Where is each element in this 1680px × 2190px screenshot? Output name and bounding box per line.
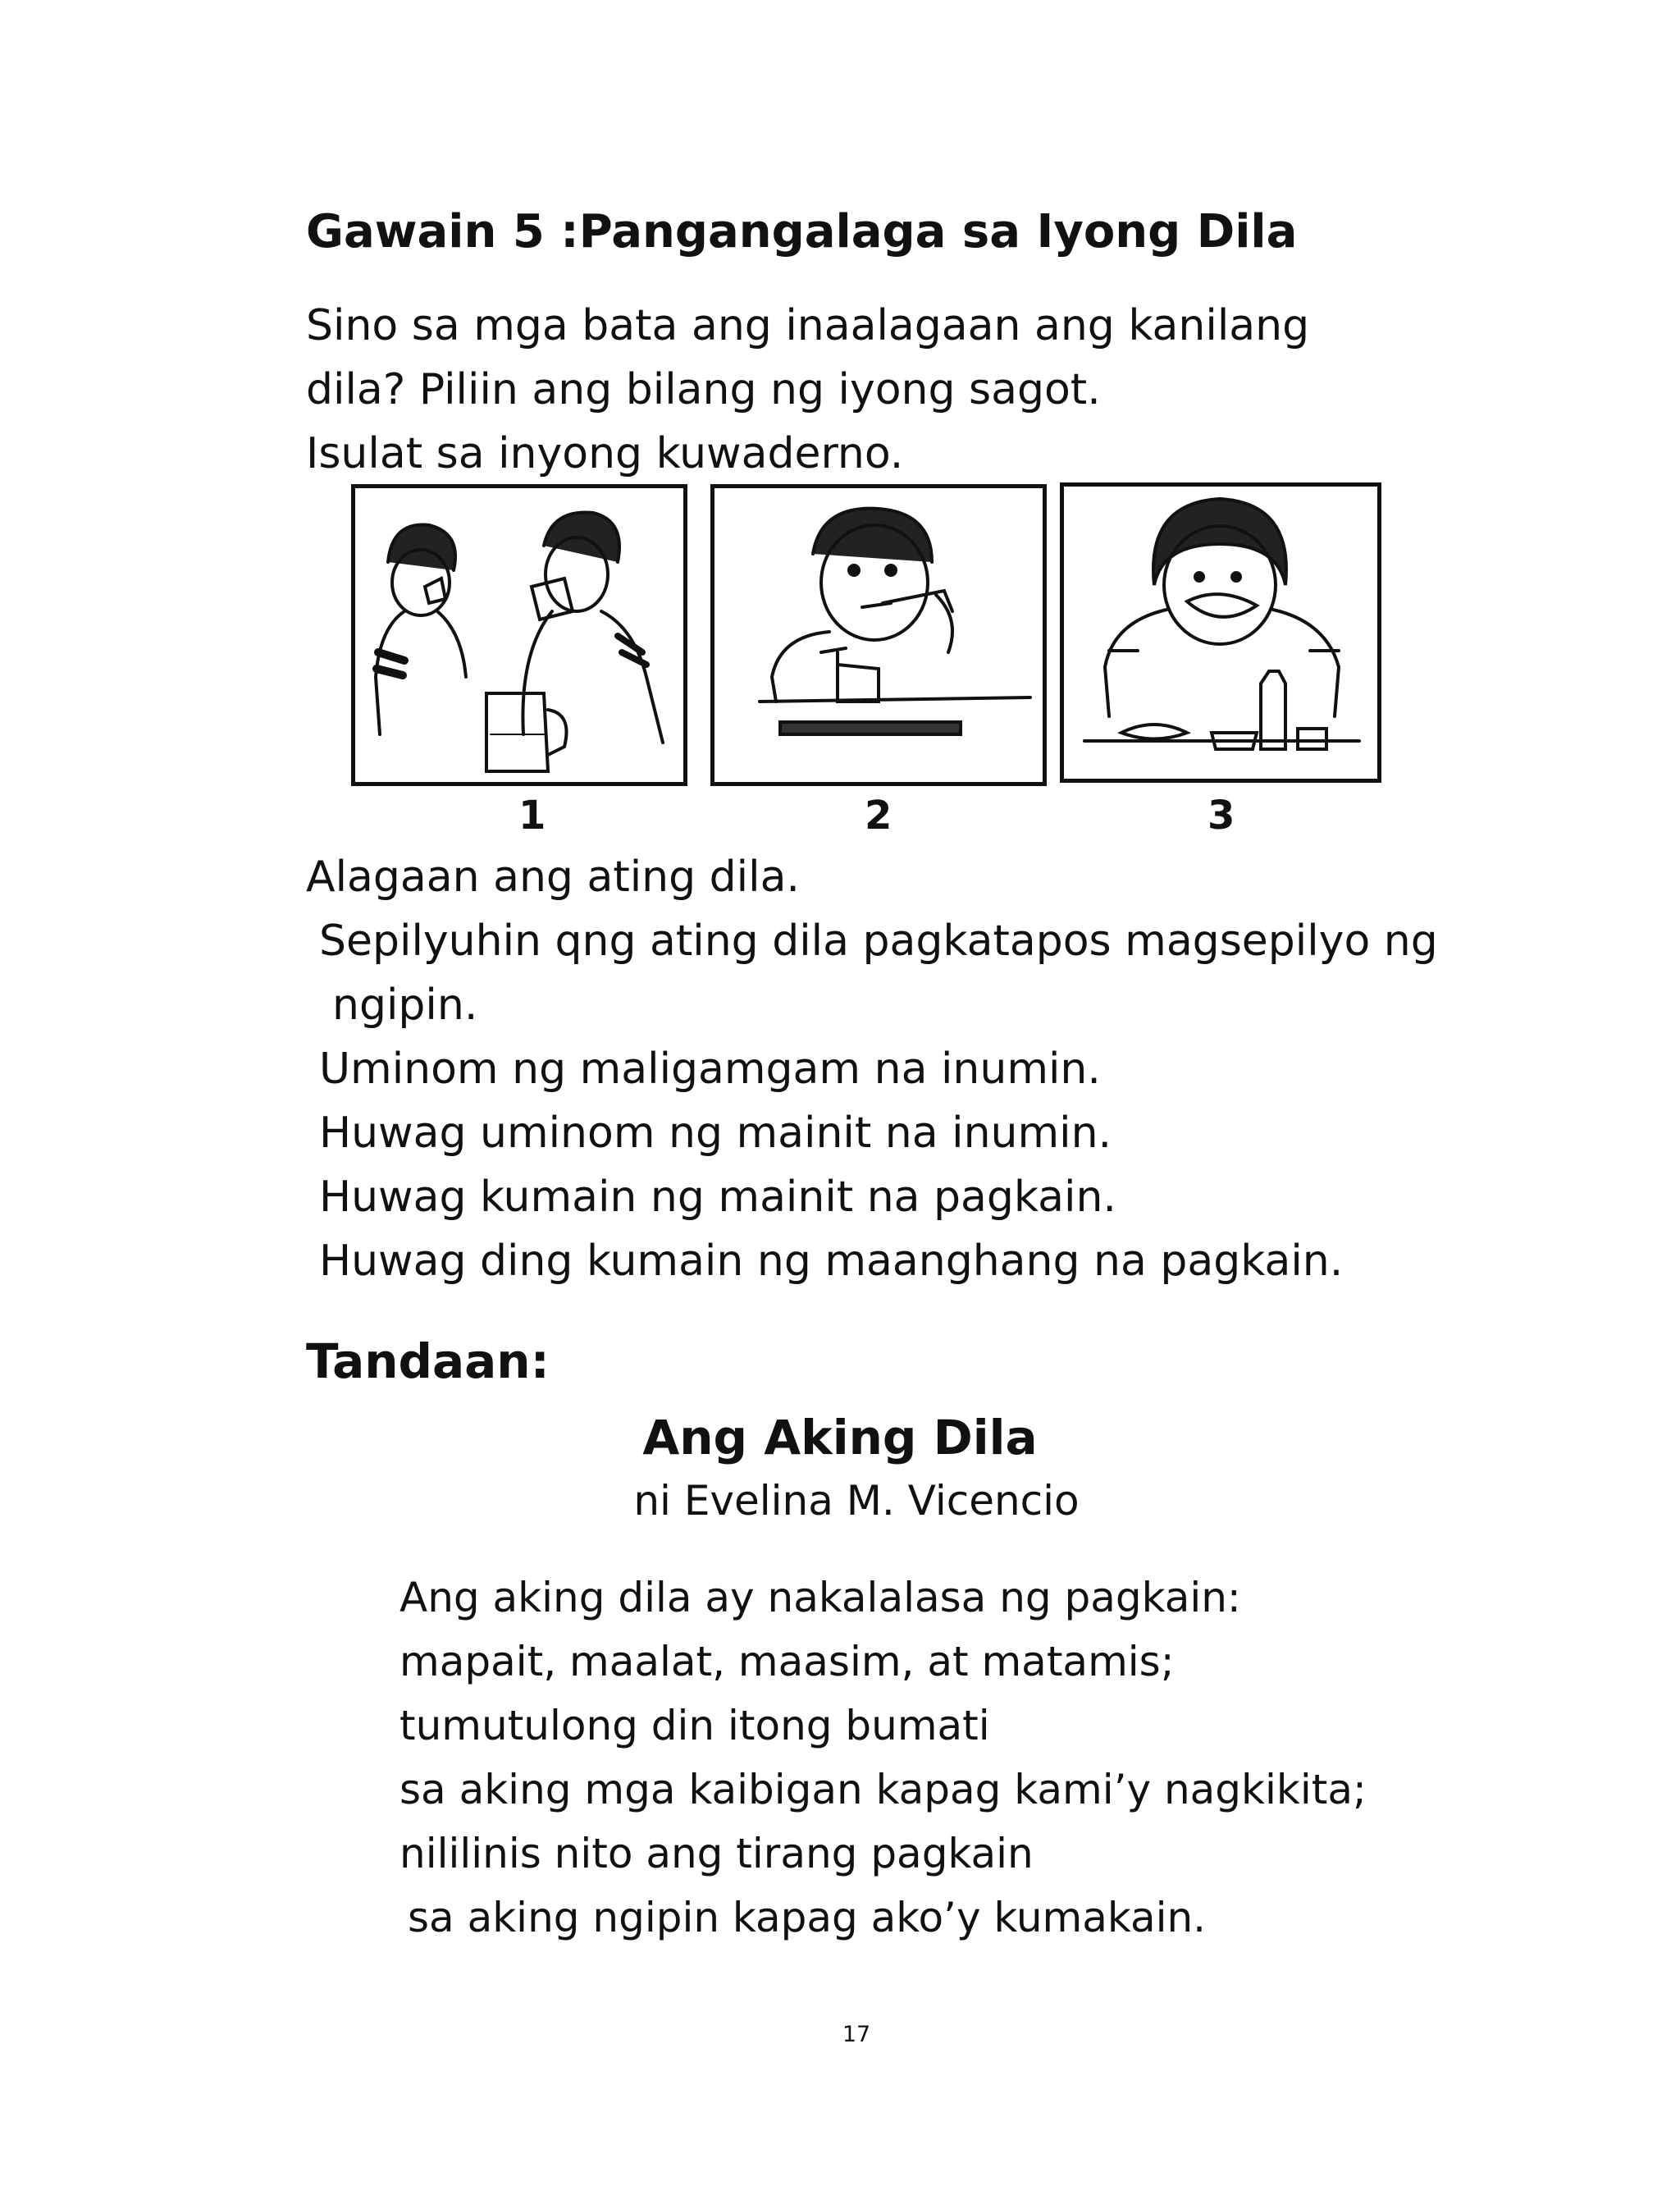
poem-line: tumutulong din itong bumati [399, 1702, 990, 1749]
care-line: Uminom ng maligamgam na inumin. [319, 1045, 1101, 1094]
care-line: ngipin. [332, 981, 478, 1030]
care-line: Sepilyuhin qng ating dila pagkatapos magsepilyo ng [319, 917, 1438, 966]
picture-3-frame[interactable] [1060, 482, 1381, 783]
picture-1-number: 1 [518, 793, 546, 839]
poem-line: nililinis nito ang tirang pagkain [399, 1830, 1034, 1877]
picture-2-number: 2 [865, 793, 892, 839]
child-brushing-teeth-illustration [714, 488, 1043, 782]
picture-3-number: 3 [1208, 793, 1235, 839]
poem-title: Ang Aking Dila [642, 1410, 1038, 1465]
picture-1-frame[interactable] [351, 484, 687, 786]
poem-line: sa aking ngipin kapag ako’y kumakain. [408, 1894, 1207, 1941]
page-number: 17 [842, 2022, 871, 2047]
girl-eating-illustration [1064, 487, 1377, 779]
poem-author: ni Evelina M. Vicencio [633, 1477, 1080, 1525]
picture-2-frame[interactable] [710, 484, 1047, 786]
tongue-care-tips [306, 845, 1438, 1293]
care-line: Huwag ding kumain ng maanghang na pagkain. [319, 1237, 1344, 1286]
instruction-line: Sino sa mga bata ang inaalagaan ang kanilang [306, 301, 1310, 350]
care-line: Huwag kumain ng mainit na pagkain. [319, 1173, 1116, 1222]
instructions [306, 294, 1309, 486]
instruction-line: dila? Piliin ang bilang ng iyong sagot. [306, 365, 1101, 414]
poem-line: sa aking mga kaibigan kapag kami’y nagkikita; [399, 1766, 1367, 1813]
care-line: Huwag uminom ng mainit na inumin. [319, 1109, 1112, 1158]
poem-line: mapait, maalat, maasim, at matamis; [399, 1638, 1175, 1685]
poem-line: Ang aking dila ay nakalalasa ng pagkain: [399, 1574, 1241, 1621]
instruction-line: Isulat sa inyong kuwaderno. [306, 429, 904, 478]
poem-body [399, 1566, 1367, 1950]
care-line: Alagaan ang ating dila. [306, 853, 800, 902]
activity-heading: Gawain 5 :Pangangalaga sa Iyong Dila [306, 205, 1298, 258]
children-drinking-illustration [355, 488, 683, 782]
tandaan-heading: Tandaan: [306, 1333, 550, 1389]
